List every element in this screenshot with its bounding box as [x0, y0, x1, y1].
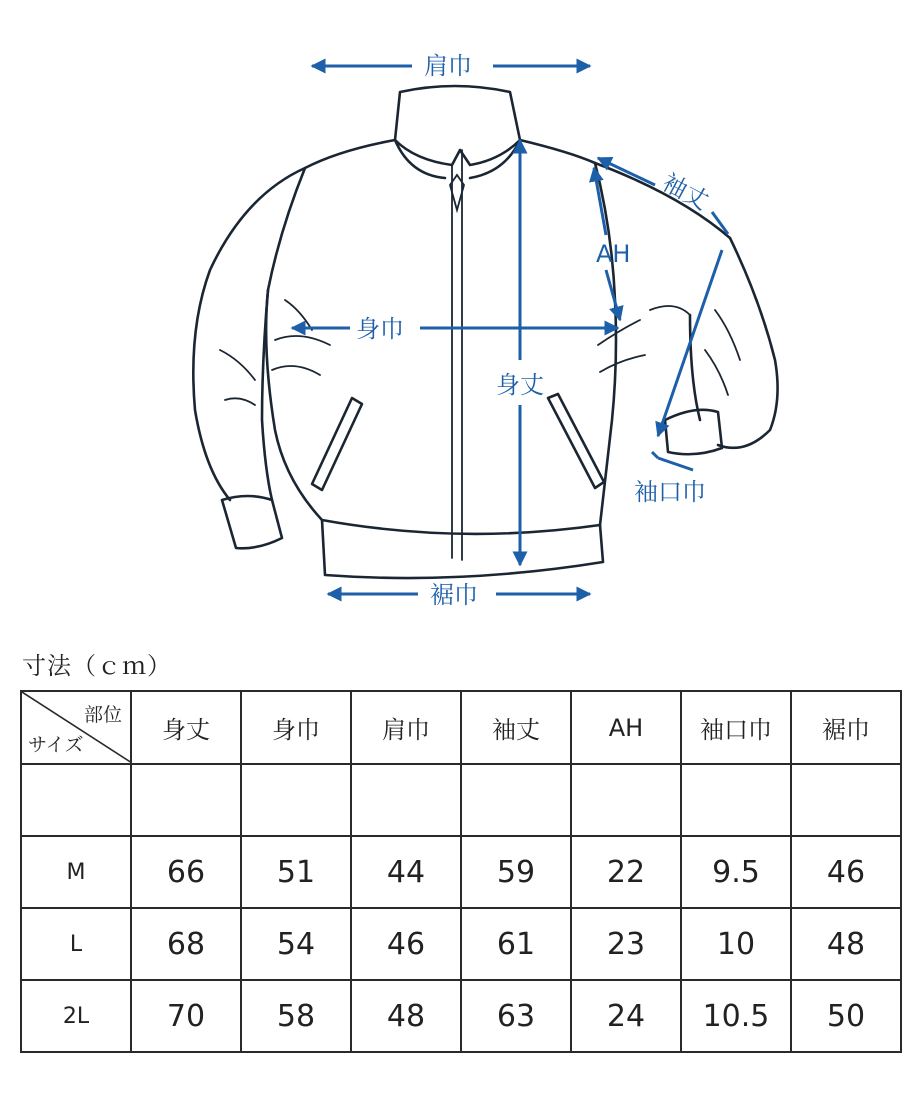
table-header-row — [21, 691, 901, 764]
value-cell: 54 — [241, 908, 351, 980]
value-cell: 66 — [131, 836, 241, 908]
value-cell — [681, 764, 791, 836]
table-row — [21, 980, 901, 1052]
value-cell: 24 — [571, 980, 681, 1052]
size-cell: 2L — [21, 980, 131, 1052]
value-cell: 51 — [241, 836, 351, 908]
value-cell: 23 — [571, 908, 681, 980]
size-cell — [21, 764, 131, 836]
table-row — [21, 836, 901, 908]
value-cell: 61 — [461, 908, 571, 980]
size-cell: L — [21, 908, 131, 980]
value-cell: 50 — [791, 980, 901, 1052]
value-cell: 48 — [351, 980, 461, 1052]
value-cell — [791, 764, 901, 836]
value-cell — [241, 764, 351, 836]
value-cell: 10 — [681, 908, 791, 980]
value-cell — [351, 764, 461, 836]
header-body-length: 身丈 — [131, 691, 241, 764]
value-cell: 44 — [351, 836, 461, 908]
value-cell — [461, 764, 571, 836]
header-armhole: AH — [571, 691, 681, 764]
value-cell: 46 — [791, 836, 901, 908]
cuff-width-label: 袖口巾 — [634, 478, 706, 506]
corner-part-label: 部位 — [83, 704, 122, 726]
value-cell — [131, 764, 241, 836]
table-title: 寸法（ｃｍ） — [22, 652, 172, 680]
value-cell: 59 — [461, 836, 571, 908]
value-cell: 46 — [351, 908, 461, 980]
corner-header-cell — [21, 691, 131, 764]
value-cell: 10.5 — [681, 980, 791, 1052]
value-cell: 63 — [461, 980, 571, 1052]
sleeve-length-label: 袖丈 — [657, 168, 714, 216]
header-body-width: 身巾 — [241, 691, 351, 764]
header-shoulder-width: 肩巾 — [351, 691, 461, 764]
hem-width-label: 裾巾 — [430, 581, 478, 609]
body-length-label: 身丈 — [496, 371, 544, 399]
value-cell: 9.5 — [681, 836, 791, 908]
table-row — [21, 764, 901, 836]
corner-size-label: サイズ — [28, 734, 84, 756]
header-sleeve-length: 袖丈 — [461, 691, 571, 764]
size-table — [20, 690, 902, 1053]
table-row — [21, 908, 901, 980]
shoulder-width-label: 肩巾 — [424, 52, 472, 80]
value-cell — [571, 764, 681, 836]
value-cell: 70 — [131, 980, 241, 1052]
value-cell: 58 — [241, 980, 351, 1052]
armhole-label: AH — [596, 240, 631, 268]
header-cuff-width: 袖口巾 — [681, 691, 791, 764]
body-width-label: 身巾 — [356, 315, 404, 343]
header-hem-width: 裾巾 — [791, 691, 901, 764]
size-cell: M — [21, 836, 131, 908]
value-cell: 68 — [131, 908, 241, 980]
value-cell: 22 — [571, 836, 681, 908]
value-cell: 48 — [791, 908, 901, 980]
